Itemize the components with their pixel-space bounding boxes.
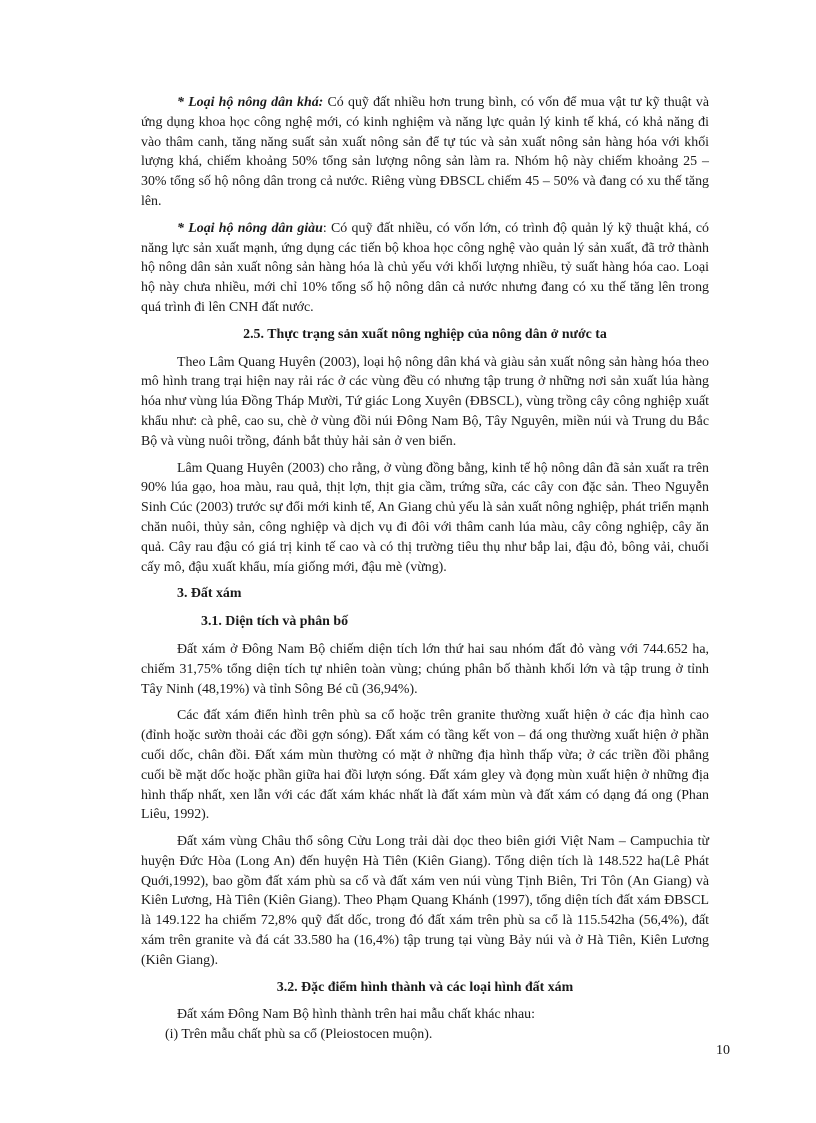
section-heading-2-5: 2.5. Thực trạng sản xuất nông nghiệp của nông dân ở nước ta [243,326,607,342]
paragraph-lead: * Loại hộ nông dân khá: [177,95,324,110]
paragraph-ho-giau [141,219,709,318]
list-item: (i) Trên mẫu chất phù sa cổ (Pleiostocen muộn). [165,1027,433,1043]
section-heading-3-2: 3.2. Đặc điểm hình thành và các loại hình đất xám [276,979,574,995]
paragraph-body: Có quỹ đất nhiều hơn trung bình, có vốn để mua vật tư kỹ thuật và ứng dụng khoa học công nghệ mới, có kinh nghiệm và năng lực quản lý kinh tế khá, có khả năng đi vào thâm canh, tăng năng suất sản xuất nông sản để tự túc và sản xuất nông sản hàng hóa với khối lượng khá, chiếm khoảng 50% tổng sản lượng nông sản làm ra. Nhóm hộ này chiếm khoảng 25 – 30% tổng số hộ nông dân trong cả nước. Riêng vùng ĐBSCL chiếm 45 – 50% và đang có xu thế tăng lên. [141,95,709,209]
page-number: 10 [716,1043,730,1058]
paragraph: Các đất xám điển hình trên phù sa cổ hoặc trên granite thường xuất hiện ở các địa hình cao (đỉnh hoặc sườn thoải các đồi gợn sóng). Đất xám có tầng kết von – đá ong thường xuất hiện ở phần cuối dốc, chân đồi. Đất xám mùn thường có mặt ở những địa hình thấp vừa; ở các triền đồi phẳng cuối bề mặt dốc hoặc phần giữa hai đồi lượn sóng. Đất xám gley và đọng mùn xuất hiện ở những địa hình thấp nhất, xen lẫn với các đất xám khác nhất là đất xám mùn và đất xám có dạng đá ong (Phan Liêu, 1992). [141,708,709,823]
paragraph: Theo Lâm Quang Huyên (2003), loại hộ nông dân khá và giàu sản xuất nông sản hàng hóa theo mô hình trang trại hiện nay rải rác ở các vùng đều có nhưng tập trung ở những nơi sản xuất lúa hàng hóa như vùng lúa Đồng Tháp Mười, Tứ giác Long Xuyên (ĐBSCL), vùng trồng cây công nghiệp xuất khẩu như: cà phê, cao su, chè ở vùng đồi núi Đông Nam Bộ, Tây Nguyên, miền núi và Trung du Bắc Bộ và vùng nuôi trồng, đánh bắt thủy hải sản ở ven biển. [141,354,709,449]
paragraph-body: : Có quỹ đất nhiều, có vốn lớn, có trình độ quản lý kỹ thuật khá, có năng lực sản xuất mạnh, ứng dụng các tiến bộ khoa học công nghệ vào quản lý sản xuất, đã trở thành hộ nông dân sản xuất nông sản hàng hóa là chủ yếu với khối lượng nhiều, tỷ suất hàng hóa cao. Loại hộ này chưa nhiều, mới chỉ 10% tổng số hộ nông dân cả nước nhưng đang có xu thế tăng lên trong quá trình đi lên CNH đất nước. [141,220,709,315]
paragraph-lead: * Loại hộ nông dân giàu [177,220,323,236]
page-content [141,93,709,1045]
paragraph: Đất xám vùng Châu thổ sông Cửu Long trải dài dọc theo biên giới Việt Nam – Campuchia từ huyện Đức Hòa (Long An) đến huyện Hà Tiên (Kiên Giang). Tổng diện tích là 148.522 ha(Lê Phát Quới,1992), bao gồm đất xám phù sa cổ và đất xám ven núi vùng Tịnh Biên, Tri Tôn (An Giang) và Kiên Lương, Hà Tiên (Kiên Giang). Theo Phạm Quang Khánh (1997), tổng diện tích đất xám ĐBSCL là 149.122 ha chiếm 72,8% quỹ đất dốc, trong đó đất xám trên phù sa cổ là 115.542ha (56,4%), đất xám trên granite và đá cát 33.580 ha (16,4%) tập trung tại vùng Bảy núi và ở Hà Tiên, Kiên Lương (Kiên Giang). [141,834,709,968]
section-heading-3-1: 3.1. Diện tích và phân bố [201,614,349,630]
paragraph-ho-kha [141,93,709,212]
paragraph: Lâm Quang Huyên (2003) cho rằng, ở vùng đồng bằng, kinh tế hộ nông dân đã sản xuất ra trên 90% lúa gạo, hoa màu, rau quả, thịt lợn, thịt gia cầm, trứng sữa, các cây con đặc sản. Theo Nguyễn Sinh Cúc (2003) trước sự đổi mới kinh tế, An Giang chủ yếu là sản xuất nông nghiệp, phát triển mạnh chăn nuôi, thủy sản, công nghiệp và dịch vụ đi đôi với thâm canh lúa màu, cây công nghiệp, cây ăn quả. Cây rau đậu có giá trị kinh tế cao và có thị trường tiêu thụ như bắp lai, đậu đỏ, bông vải, chuối cấy mô, đậu xuất khẩu, mía giống mới, đậu mè (vừng). [141,460,709,575]
paragraph: Đất xám Đông Nam Bộ hình thành trên hai mẫu chất khác nhau: [177,1007,535,1023]
section-heading-3: 3. Đất xám [177,586,242,602]
paragraph: Đất xám ở Đông Nam Bộ chiếm diện tích lớn thứ hai sau nhóm đất đỏ vàng với 744.652 ha, chiếm 31,75% tổng diện tích tự nhiên toàn vùng; chúng phân bố thành khối lớn và tập trung ở tỉnh Tây Ninh (48,19%) và tỉnh Sông Bé cũ (36,94%). [141,641,709,697]
